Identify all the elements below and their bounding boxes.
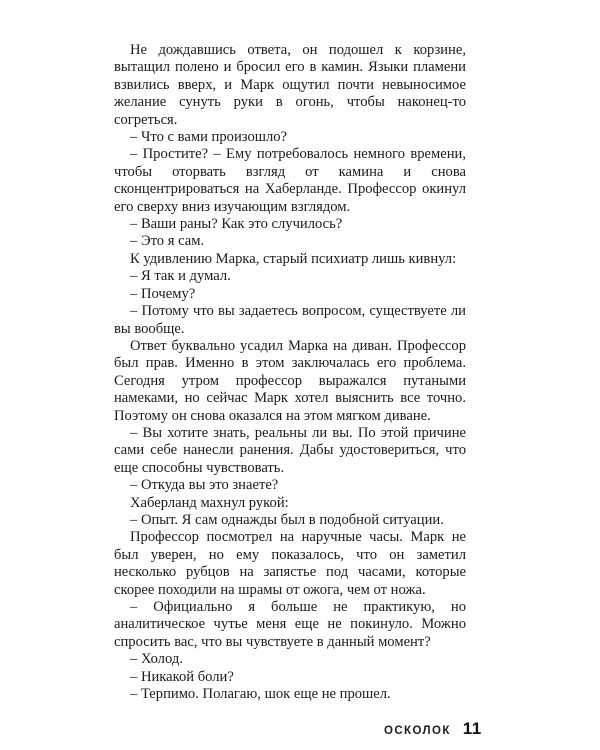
page-number: 11 (462, 719, 482, 738)
paragraph: – Никакой боли? (130, 668, 234, 685)
page-footer (384, 719, 482, 741)
paragraph: – Я так и думал. (130, 268, 231, 285)
paragraph: – Это я сам. (130, 233, 205, 250)
paragraph: – Откуда вы это знаете? (130, 477, 279, 494)
paragraph: Ответ буквально усадил Марка на диван. Профессор был прав. Именно в этом заключалась его проблема. Сегодня утром профессор выражался путаными намеками, но сейчас Марк хотел выяснить все точно. Поэтому он снова оказался на этом мягком диване. (114, 337, 466, 424)
paragraph: – Официально я больше не практикую, но аналитическое чутье меня еще не покинуло. Можно спросить вас, что вы чувствуете в данный момент? (114, 599, 466, 650)
paragraph: – Ваши раны? Как это случилось? (130, 216, 343, 233)
paragraph: – Вы хотите знать, реальны ли вы. По этой причине сами себе нанесли ранения. Дабы удостовериться, что еще способны чувствовать. (114, 424, 466, 476)
paragraph: – Опыт. Я сам однажды был в подобной ситуации. (130, 511, 444, 528)
paragraph: – Терпимо. Полагаю, шок еще не прошел. (130, 686, 391, 703)
paragraph: – Что с вами произошло? (130, 129, 288, 146)
paragraph: – Потому что вы задаетесь вопросом, существуете ли вы вообще. (114, 303, 466, 337)
paragraph: – Простите? – Ему потребовалось немного времени, чтобы оторвать взгляд от камина и снова сконцентрироваться на Хаберланде. Профессор окинул его сверху вниз изучающим взглядом. (114, 146, 466, 215)
paragraph: Не дождавшись ответа, он подошел к корзине, вытащил полено и бросил его в камин. Языки пламени взвились вверх, и Марк ощутил почти невыносимое желание сунуть руки в огонь, чтобы наконец-то согреться. (114, 42, 466, 128)
running-head: ОСКОЛОК (384, 725, 451, 737)
paragraph: К удивлению Марка, старый психиатр лишь кивнул: (130, 250, 457, 267)
body-text (114, 42, 466, 703)
paragraph: – Почему? (130, 285, 196, 302)
paragraph: – Холод. (130, 651, 183, 668)
paragraph: Хаберланд махнул рукой: (130, 494, 289, 511)
paragraph: Профессор посмотрел на наручные часы. Марк не был уверен, но ему показалось, что он заметил несколько рубцов на запястье под часами, которые скорее походили на шрамы от ожога, чем от ножа. (114, 529, 466, 598)
